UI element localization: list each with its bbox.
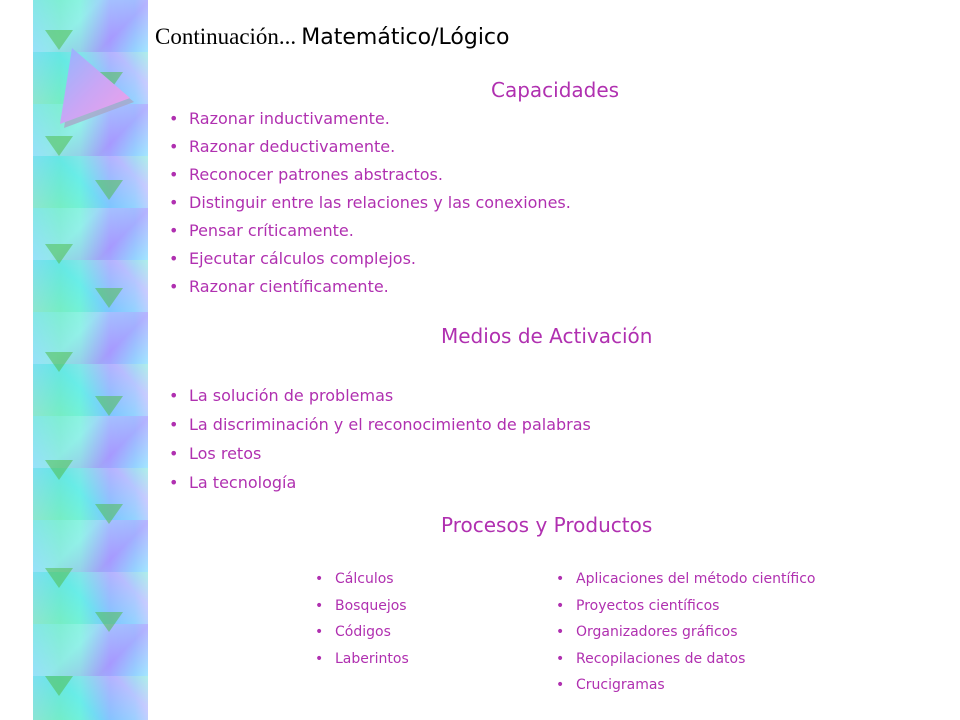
list-item: • Razonar inductivamente.	[165, 105, 571, 133]
list-item: • La tecnología	[165, 468, 591, 497]
procesos-heading: Procesos y Productos	[441, 513, 653, 537]
sidebar-v-mark	[95, 504, 123, 524]
sidebar-v-mark	[95, 180, 123, 200]
medios-list	[165, 381, 591, 497]
sidebar-v-mark	[45, 460, 73, 480]
sidebar-tile	[33, 260, 148, 312]
sidebar-v-mark	[45, 244, 73, 264]
page-title	[155, 24, 510, 50]
list-item: • Crucigramas	[552, 672, 815, 699]
sidebar-tile	[33, 156, 148, 208]
list-item: • Reconocer patrones abstractos.	[165, 161, 571, 189]
decorative-sidebar	[0, 0, 148, 720]
list-item: • Pensar críticamente.	[165, 217, 571, 245]
sidebar-v-mark	[45, 676, 73, 696]
list-item: • Laberintos	[311, 646, 409, 673]
triangle-pointer-icon	[58, 44, 138, 134]
list-item: • Ejecutar cálculos complejos.	[165, 245, 571, 273]
list-item: • Organizadores gráficos	[552, 619, 815, 646]
title-main: Matemático/Lógico	[301, 25, 510, 50]
sidebar-v-mark	[95, 288, 123, 308]
list-item: • La solución de problemas	[165, 381, 591, 410]
title-prefix: Continuación...	[155, 24, 297, 49]
sidebar-tile	[33, 624, 148, 676]
medios-heading: Medios de Activación	[441, 324, 653, 348]
sidebar-v-mark	[45, 568, 73, 588]
sidebar-tile	[33, 520, 148, 572]
sidebar-v-mark	[45, 136, 73, 156]
list-item: • Recopilaciones de datos	[552, 646, 815, 673]
list-item: • Proyectos científicos	[552, 593, 815, 620]
list-item: • Cálculos	[311, 566, 409, 593]
capacidades-heading: Capacidades	[491, 78, 620, 102]
list-item: • La discriminación y el reconocimiento de palabras	[165, 410, 591, 439]
capacidades-list	[165, 105, 571, 301]
sidebar-v-mark	[45, 352, 73, 372]
procesos-left-list	[311, 566, 409, 672]
list-item: • Aplicaciones del método científico	[552, 566, 815, 593]
sidebar-v-mark	[95, 396, 123, 416]
procesos-right-list	[552, 566, 815, 699]
list-item: • Bosquejos	[311, 593, 409, 620]
list-item: • Códigos	[311, 619, 409, 646]
list-item: • Los retos	[165, 439, 591, 468]
list-item: • Razonar científicamente.	[165, 273, 571, 301]
list-item: • Distinguir entre las relaciones y las conexiones.	[165, 189, 571, 217]
sidebar-v-mark	[95, 612, 123, 632]
list-item: • Razonar deductivamente.	[165, 133, 571, 161]
